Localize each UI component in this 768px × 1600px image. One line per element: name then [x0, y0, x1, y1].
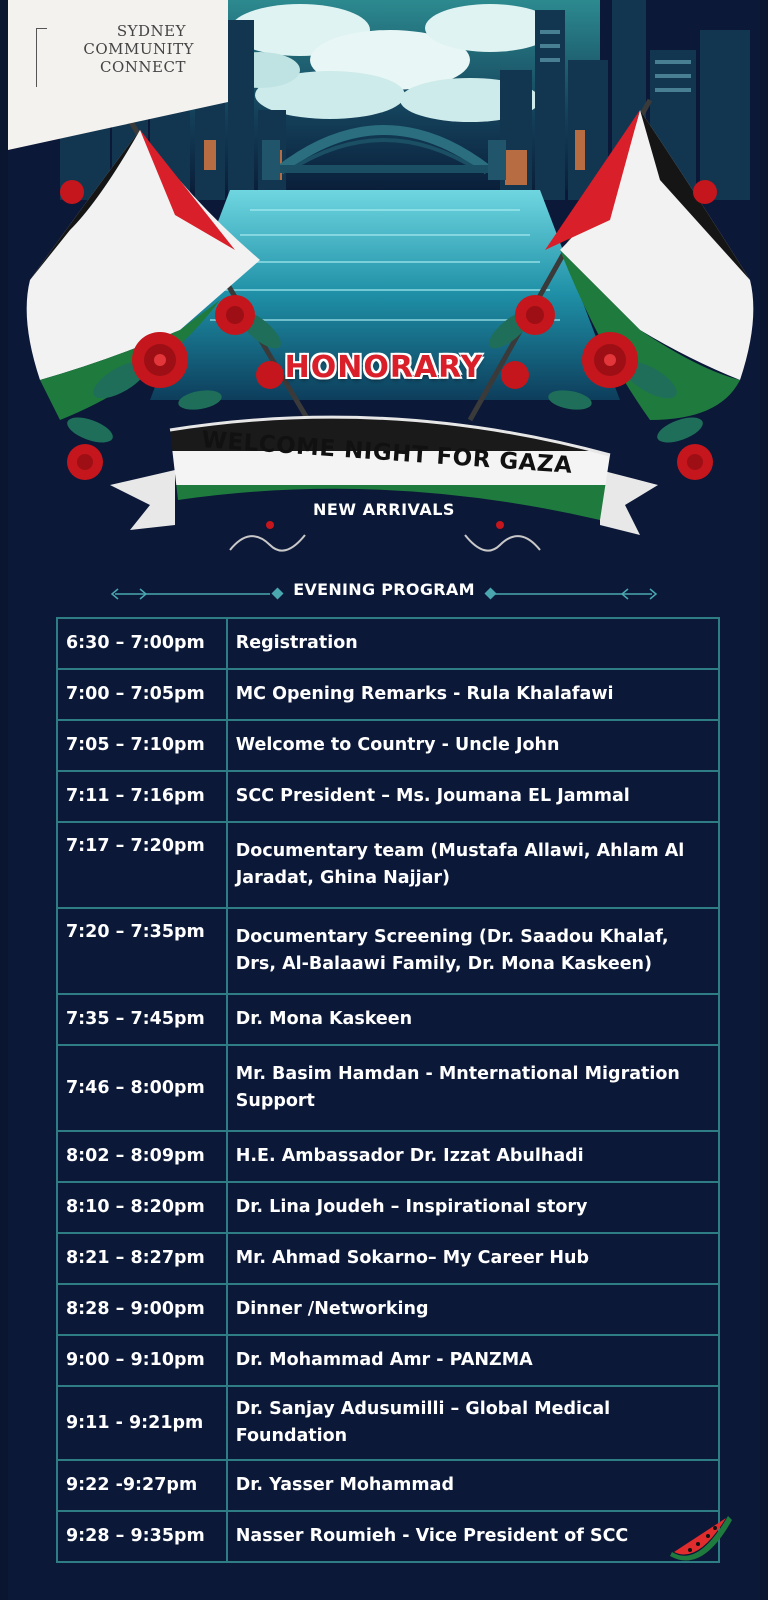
schedule-time: 7:05 – 7:10pm [57, 720, 227, 771]
schedule-row [57, 1182, 719, 1233]
schedule-time: 9:00 – 9:10pm [57, 1335, 227, 1386]
schedule-time: 7:17 – 7:20pm [57, 822, 227, 908]
schedule-time: 8:10 – 8:20pm [57, 1182, 227, 1233]
schedule-row [57, 720, 719, 771]
schedule-item: Nasser Roumieh - Vice President of SCC [227, 1511, 719, 1562]
schedule-time: 8:02 – 8:09pm [57, 1131, 227, 1182]
schedule-row [57, 1045, 719, 1131]
schedule-item: Welcome to Country - Uncle John [227, 720, 719, 771]
schedule-row [57, 1284, 719, 1335]
program-title: EVENING PROGRAM [293, 580, 475, 599]
schedule-row [57, 618, 719, 669]
schedule-time: 9:11 - 9:21pm [57, 1386, 227, 1460]
schedule-time: 6:30 – 7:00pm [57, 618, 227, 669]
schedule-item: Documentary Screening (Dr. Saadou Khalaf, Drs, Al-Balaawi Family, Dr. Mona Kaskeen) [227, 908, 719, 994]
schedule-time: 8:28 – 9:00pm [57, 1284, 227, 1335]
schedule-item: Mr. Ahmad Sokarno– My Career Hub [227, 1233, 719, 1284]
schedule-item: Registration [227, 618, 719, 669]
schedule-item: H.E. Ambassador Dr. Izzat Abulhadi [227, 1131, 719, 1182]
schedule-time: 7:20 – 7:35pm [57, 908, 227, 994]
schedule-time: 9:28 – 9:35pm [57, 1511, 227, 1562]
schedule-item: Dr. Mona Kaskeen [227, 994, 719, 1045]
schedule-table [56, 617, 720, 1563]
schedule-row [57, 1335, 719, 1386]
schedule-row [57, 771, 719, 822]
schedule-row [57, 822, 719, 908]
schedule-row [57, 1460, 719, 1511]
schedule-row [57, 1131, 719, 1182]
schedule-item: Dr. Mohammad Amr - PANZMA [227, 1335, 719, 1386]
logo-line-1: SYDNEY [116, 22, 186, 40]
schedule-row [57, 1386, 719, 1460]
schedule-time: 9:22 -9:27pm [57, 1460, 227, 1511]
schedule-row [57, 669, 719, 720]
schedule-row [57, 994, 719, 1045]
schedule-row [57, 1511, 719, 1562]
honorary-heading: HONORARY [284, 350, 484, 385]
schedule-item: Dr. Lina Joudeh – Inspirational story [227, 1182, 719, 1233]
schedule-item: Dr. Sanjay Adusumilli – Global Medical Foundation [227, 1386, 719, 1460]
schedule-item: Dr. Yasser Mohammad [227, 1460, 719, 1511]
event-subtitle: NEW ARRIVALS [313, 500, 455, 519]
watermelon-icon [668, 1512, 734, 1566]
logo-line-3: CONNECT [100, 58, 186, 76]
schedule-time: 7:46 – 8:00pm [57, 1045, 227, 1131]
schedule-time: 7:00 – 7:05pm [57, 669, 227, 720]
logo-line-2: COMMUNITY [83, 40, 194, 58]
schedule-row [57, 1233, 719, 1284]
logo [34, 22, 194, 76]
schedule-item: Documentary team (Mustafa Allawi, Ahlam Al Jaradat, Ghina Najjar) [227, 822, 719, 908]
schedule-item: SCC President – Ms. Joumana EL Jammal [227, 771, 719, 822]
schedule-item: MC Opening Remarks - Rula Khalafawi [227, 669, 719, 720]
event-title: WELCOME NIGHT FOR GAZA [200, 427, 574, 479]
schedule-item: Dinner /Networking [227, 1284, 719, 1335]
schedule-time: 7:11 – 7:16pm [57, 771, 227, 822]
schedule-item: Mr. Basim Hamdan - Mnternational Migration Support [227, 1045, 719, 1131]
schedule-time: 8:21 – 8:27pm [57, 1233, 227, 1284]
schedule-time: 7:35 – 7:45pm [57, 994, 227, 1045]
schedule-row [57, 908, 719, 994]
